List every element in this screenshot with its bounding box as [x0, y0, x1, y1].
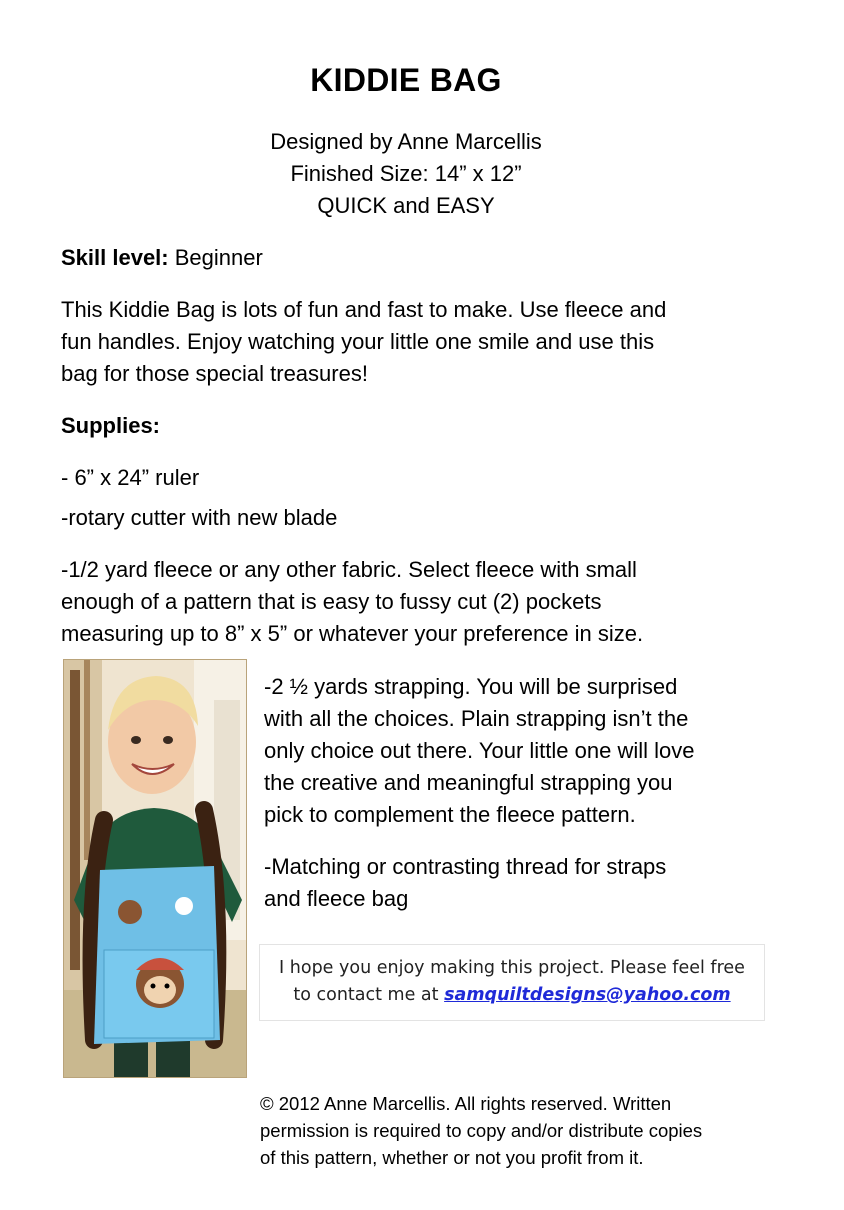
supply-strapping-line: pick to complement the fleece pattern.	[264, 802, 636, 827]
supply-strapping	[264, 671, 764, 831]
skill-level-label: Skill level:	[61, 245, 169, 270]
designer-credit: Designed by Anne Marcellis	[270, 129, 542, 154]
child-with-bag-photo	[63, 659, 247, 1078]
supply-ruler: - 6” x 24” ruler	[61, 465, 200, 490]
supply-fleece	[61, 554, 761, 650]
skill-level	[61, 242, 761, 274]
supply-fleece-line: -1/2 yard fleece or any other fabric. Select fleece with small	[61, 557, 637, 582]
difficulty-label: QUICK and EASY	[317, 193, 495, 218]
skill-level-value: Beginner	[168, 245, 263, 270]
copyright-notice	[260, 1090, 780, 1171]
supply-thread	[264, 851, 764, 915]
copyright-line: © 2012 Anne Marcellis. All rights reserved. Written	[260, 1093, 672, 1114]
intro-line: fun handles. Enjoy watching your little one smile and use this	[61, 329, 655, 354]
intro-line: This Kiddie Bag is lots of fun and fast to make. Use fleece and	[61, 297, 667, 322]
intro-paragraph	[61, 294, 761, 390]
contact-note-line	[260, 982, 764, 1009]
email-link[interactable]: samquiltdesigns@yahoo.com	[444, 985, 731, 1005]
intro-line: bag for those special treasures!	[61, 361, 368, 386]
supplies-heading: Supplies:	[61, 413, 161, 438]
supply-strapping-line: only choice out there. Your little one will love	[264, 738, 695, 763]
copyright-line: of this pattern, whether or not you profit from it.	[260, 1147, 644, 1168]
supply-fleece-line: enough of a pattern that is easy to fussy cut (2) pockets	[61, 589, 602, 614]
contact-prefix: to contact me at	[293, 985, 445, 1005]
supply-thread-line: and fleece bag	[264, 886, 409, 911]
contact-note-line: I hope you enjoy making this project. Please feel free	[279, 958, 745, 978]
photo-illustration	[64, 660, 247, 1078]
pattern-info	[0, 126, 812, 222]
supply-strapping-line: with all the choices. Plain strapping isn’t the	[264, 706, 689, 731]
copyright-line: permission is required to copy and/or distribute copies	[260, 1120, 703, 1141]
supply-strapping-line: -2 ½ yards strapping. You will be surprised	[264, 674, 678, 699]
page-title: KIDDIE BAG	[310, 62, 502, 98]
contact-note	[259, 944, 765, 1021]
supply-strapping-line: the creative and meaningful strapping you	[264, 770, 673, 795]
supply-fleece-line: measuring up to 8” x 5” or whatever your preference in size.	[61, 621, 644, 646]
supply-rotary-cutter: -rotary cutter with new blade	[61, 505, 338, 530]
supply-thread-line: -Matching or contrasting thread for straps	[264, 854, 667, 879]
finished-size: Finished Size: 14” x 12”	[290, 161, 522, 186]
